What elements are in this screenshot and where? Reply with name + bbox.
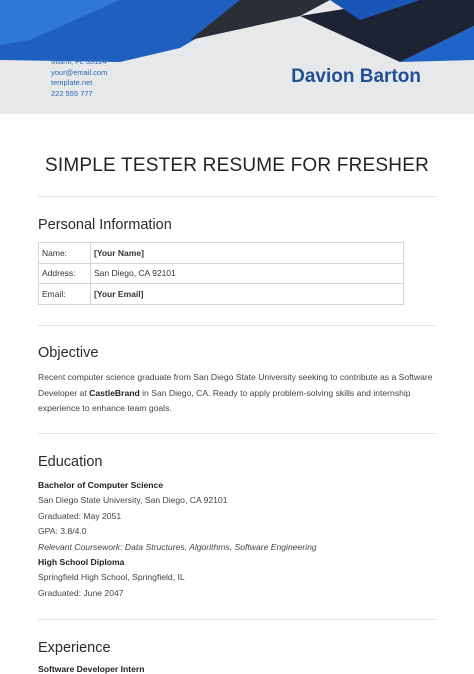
education-details: [38, 478, 317, 601]
email-value: [Your Email]: [91, 284, 404, 305]
personal-info-table: [38, 242, 404, 305]
personal-info-heading: Personal Information: [38, 217, 172, 233]
objective-text: [38, 370, 436, 417]
address-value: San Diego, CA 92101: [91, 263, 404, 284]
section-divider: [38, 196, 436, 197]
experience-heading: Experience: [38, 640, 111, 656]
section-divider: [38, 619, 436, 620]
gpa: GPA: 3.8/4.0: [38, 526, 87, 537]
table-row: [39, 284, 404, 305]
name-value: [Your Name]: [91, 243, 404, 264]
address-label: Address:: [39, 263, 91, 284]
objective-text-part: Recent computer science graduate from San Diego State University seeking to contribute as a Software Developer at: [38, 372, 433, 398]
objective-text-part: in San Diego, CA. Ready to apply problem-solving skills and internship experience to enhance team goals.: [38, 387, 411, 413]
degree-title: High School Diploma: [38, 557, 125, 568]
education-heading: Education: [38, 454, 103, 470]
contact-phone: 222 555 777: [51, 88, 93, 98]
contact-address: Miami, FL 33124: [51, 57, 107, 66]
table-row: [39, 243, 404, 264]
degree-title: Bachelor of Computer Science: [38, 480, 164, 490]
graduation-date: Graduated: May 2051: [38, 510, 122, 521]
name-label: Name:: [39, 243, 91, 264]
table-row: [39, 263, 404, 284]
contact-block: [51, 57, 107, 99]
document-title: SIMPLE TESTER RESUME FOR FRESHER: [45, 155, 429, 176]
contact-website[interactable]: template.net: [51, 78, 93, 88]
school-name: Springfield High School, Springfield, IL: [38, 572, 185, 583]
objective-heading: Objective: [38, 345, 99, 361]
header-banner: [0, 0, 474, 114]
email-label: Email:: [39, 284, 91, 305]
experience-first-line: Software Developer Intern: [38, 664, 145, 674]
candidate-name: Davion Barton: [291, 66, 421, 87]
school-name: San Diego State University, San Diego, CA 92101: [38, 495, 228, 506]
section-divider: [38, 325, 436, 326]
company-name: CastleBrand: [89, 387, 140, 398]
coursework: Relevant Coursework: Data Structures, Algorithms, Software Engineering: [38, 541, 317, 552]
graduation-date: Graduated: June 2047: [38, 587, 124, 598]
contact-email[interactable]: your@email.com: [51, 67, 108, 77]
section-divider: [38, 433, 436, 434]
